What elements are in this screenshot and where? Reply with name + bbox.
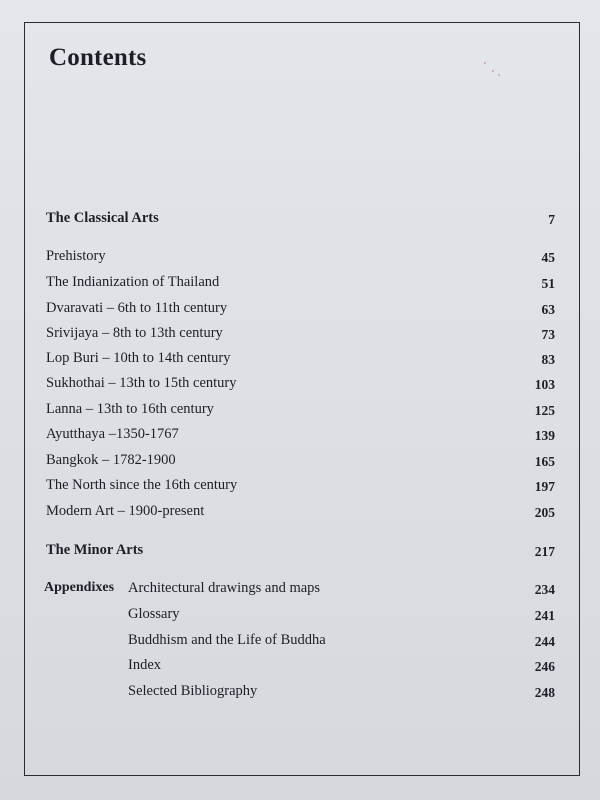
toc-page-number: 51	[541, 276, 555, 291]
toc-entry	[0, 325, 600, 347]
toc-section-label: The Classical Arts	[46, 210, 159, 226]
toc-entry-label: The Indianization of Thailand	[46, 274, 220, 290]
toc-page-number: 241	[534, 608, 555, 623]
toc-entry-label: Glossary	[128, 606, 180, 622]
toc-page-number: 217	[534, 544, 555, 559]
toc-entry	[0, 452, 600, 474]
toc-page-number: 103	[534, 377, 555, 392]
toc-entry	[0, 375, 600, 397]
toc-entry-label: Architectural drawings and maps	[128, 580, 321, 596]
toc-section-classical-arts	[0, 210, 600, 232]
toc-entry-label: Prehistory	[46, 248, 106, 264]
toc-appendix-entry	[0, 632, 600, 654]
toc-entry	[0, 477, 600, 499]
toc-appendix-entry	[0, 606, 600, 628]
toc-appendix-entry	[0, 657, 600, 679]
appendixes-heading: Appendixes	[44, 580, 115, 595]
toc-page-number: 234	[534, 582, 555, 597]
toc-entry	[0, 300, 600, 322]
toc-page-number: 244	[534, 634, 555, 649]
toc-entry	[0, 426, 600, 448]
paper-speck	[484, 62, 486, 64]
toc-entry-label: Modern Art – 1900-present	[46, 503, 205, 519]
toc-entry-label: Lanna – 13th to 16th century	[46, 401, 214, 417]
toc-page-number: 248	[534, 685, 555, 700]
toc-page-number: 63	[541, 302, 555, 317]
toc-entry-label: Buddhism and the Life of Buddha	[128, 632, 326, 648]
toc-entry-label: Lop Buri – 10th to 14th century	[46, 350, 231, 366]
toc-section-label: The Minor Arts	[46, 542, 144, 558]
toc-page-number: 205	[534, 505, 555, 520]
toc-appendix-entry	[0, 580, 600, 602]
toc-entry-label: Sukhothai – 13th to 15th century	[46, 375, 237, 391]
toc-page-number: 83	[541, 352, 555, 367]
toc-page-number: 45	[541, 250, 555, 265]
toc-page-number: 125	[534, 403, 555, 418]
toc-section-minor-arts	[0, 542, 600, 564]
toc-entry-label: Bangkok – 1782-1900	[46, 452, 176, 468]
toc-entry-label: The North since the 16th century	[46, 477, 238, 493]
page-title: Contents	[49, 44, 147, 71]
toc-entry	[0, 503, 600, 525]
toc-page-number: 165	[534, 454, 555, 469]
toc-entry-label: Srivijaya – 8th to 13th century	[46, 325, 223, 341]
toc-page-number: 139	[534, 428, 555, 443]
paper-speck	[492, 70, 494, 72]
toc-entry-label: Dvaravati – 6th to 11th century	[46, 300, 228, 316]
toc-page-number: 246	[534, 659, 555, 674]
toc-entry-label: Ayutthaya –1350-1767	[46, 426, 179, 442]
toc-page-number: 7	[548, 212, 555, 227]
paper-speck	[498, 74, 500, 76]
toc-entry	[0, 401, 600, 423]
toc-entry	[0, 350, 600, 372]
toc-page-number: 197	[534, 479, 555, 494]
toc-entry	[0, 248, 600, 270]
toc-appendix-entry	[0, 683, 600, 705]
toc-entry-label: Selected Bibliography	[128, 683, 258, 699]
toc-page-number: 73	[541, 327, 555, 342]
toc-entry-label: Index	[128, 657, 162, 673]
toc-entry	[0, 274, 600, 296]
